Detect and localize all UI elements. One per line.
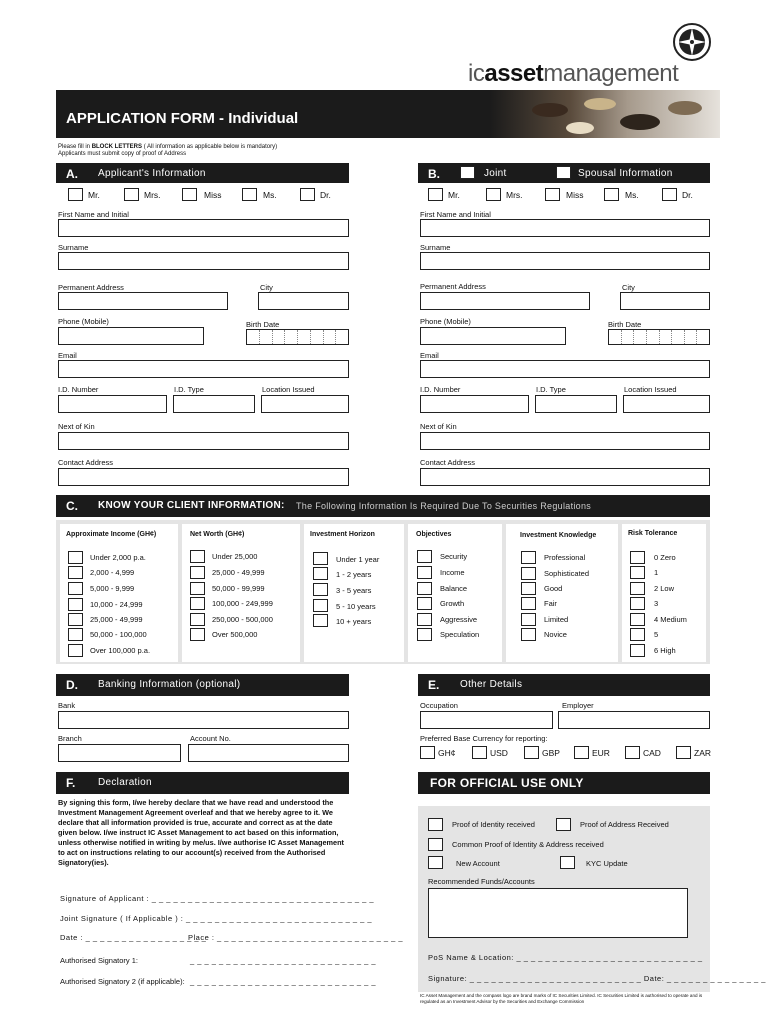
official-use-bar: FOR OFFICIAL USE ONLY xyxy=(418,772,710,794)
occupation-input[interactable] xyxy=(420,711,553,729)
b-next-of-kin-input[interactable] xyxy=(420,432,710,450)
bank-input[interactable] xyxy=(58,711,349,729)
b-phone-input[interactable] xyxy=(420,327,566,345)
kyc-networth-head: Net Worth (GH¢) xyxy=(190,531,245,538)
horizon-opt-3[interactable] xyxy=(313,583,328,596)
kyc-horizon-head: Investment Horizon xyxy=(310,531,375,538)
b-title-dr-checkbox[interactable] xyxy=(662,188,677,201)
income-opt-5[interactable] xyxy=(68,613,83,626)
b-location-input[interactable] xyxy=(623,395,710,413)
objective-opt-2[interactable] xyxy=(417,566,432,579)
objective-opt-1[interactable] xyxy=(417,550,432,563)
a-birth-date-input[interactable] xyxy=(246,329,349,345)
a-id-number-input[interactable] xyxy=(58,395,167,413)
form-title: APPLICATION FORM - Individual xyxy=(66,110,299,127)
knowledge-opt-1[interactable] xyxy=(521,551,536,564)
b-contact-address-input[interactable] xyxy=(420,468,710,486)
objective-opt-4[interactable] xyxy=(417,597,432,610)
applicant-signature-line[interactable]: Signature of Applicant : _ _ _ _ _ _ _ _ _ _ _ _ _ _ _ _ _ _ _ _ _ _ _ _ _ _ _ _ _ _ _ xyxy=(60,894,375,903)
currency-zar-checkbox[interactable] xyxy=(676,746,691,759)
kyc-objectives-head: Objectives xyxy=(416,531,452,538)
place-line[interactable]: Place : _ _ _ _ _ _ _ _ _ _ _ _ _ _ _ _ _ _ _ _ _ _ _ _ _ _ xyxy=(188,933,404,942)
income-opt-3[interactable] xyxy=(68,582,83,595)
objective-opt-5[interactable] xyxy=(417,613,432,626)
section-f-bar: F. Declaration xyxy=(56,772,349,794)
knowledge-opt-5[interactable] xyxy=(521,613,536,626)
knowledge-opt-4[interactable] xyxy=(521,597,536,610)
a-city-input[interactable] xyxy=(258,292,349,310)
a-title-ms-checkbox[interactable] xyxy=(242,188,257,201)
a-title-dr-checkbox[interactable] xyxy=(300,188,315,201)
b-title-mrs-checkbox[interactable] xyxy=(486,188,501,201)
currency-gbp-checkbox[interactable] xyxy=(524,746,539,759)
kyc-update-checkbox[interactable] xyxy=(560,856,575,869)
account-no-input[interactable] xyxy=(188,744,349,762)
income-opt-2[interactable] xyxy=(68,566,83,579)
objective-opt-6[interactable] xyxy=(417,628,432,641)
horizon-opt-4[interactable] xyxy=(313,599,328,612)
a-title-mr-checkbox[interactable] xyxy=(68,188,83,201)
horizon-opt-2[interactable] xyxy=(313,567,328,580)
knowledge-opt-3[interactable] xyxy=(521,582,536,595)
section-e-bar: E. Other Details xyxy=(418,674,710,696)
section-c-bar: C. KNOW YOUR CLIENT INFORMATION: The Following Information Is Required Due To Securities Regulations xyxy=(56,495,710,517)
b-title-miss-checkbox[interactable] xyxy=(545,188,560,201)
a-next-of-kin-input[interactable] xyxy=(58,432,349,450)
b-title-ms-checkbox[interactable] xyxy=(604,188,619,201)
auth-signatory-1-line[interactable]: _ _ _ _ _ _ _ _ _ _ _ _ _ _ _ _ _ _ _ _ _ _ _ _ _ _ xyxy=(190,956,377,965)
section-b-bar: B. Joint Spousal Information xyxy=(418,163,710,183)
risk-opt-2[interactable] xyxy=(630,582,645,595)
employer-input[interactable] xyxy=(558,711,710,729)
currency-usd-checkbox[interactable] xyxy=(472,746,487,759)
declaration-text: By signing this form, I/we hereby declare that we have read and understood the Investment Management Agreement overleaf and that we hereby agree to it. We declare that all information provided is true, accurate and correct as at the date given below. I/we instruct IC Asset Management to act based on this information, unless otherwise notified in writing by me/us. I/we authorise IC Asset Management to act on instructions relating to our account(s) received from the Authorised Signatory(ies). xyxy=(58,798,344,867)
risk-opt-1[interactable] xyxy=(630,566,645,579)
b-email-input[interactable] xyxy=(420,360,710,378)
risk-opt-3[interactable] xyxy=(630,597,645,610)
brand-wordmark: icassetmanagement xyxy=(468,60,679,87)
networth-opt-3[interactable] xyxy=(190,582,205,595)
objective-opt-3[interactable] xyxy=(417,582,432,595)
b-address-input[interactable] xyxy=(420,292,590,310)
a-first-name-input[interactable] xyxy=(58,219,349,237)
date-line[interactable]: Date : _ _ _ _ _ _ _ _ _ _ _ _ _ _ _ _ _ xyxy=(60,933,207,942)
b-id-number-input[interactable] xyxy=(420,395,529,413)
footer-note: IC Asset Management and the compass logo are brand marks of IC Securities Limited. IC Securities Limited is authorised to operate and is regulated as an Investment Advisor by the Securities and Exchange Commission xyxy=(420,993,703,1004)
auth-signatory-2-line[interactable]: _ _ _ _ _ _ _ _ _ _ _ _ _ _ _ _ _ _ _ _ _ _ _ _ _ _ xyxy=(190,977,377,986)
networth-opt-6[interactable] xyxy=(190,628,205,641)
income-opt-4[interactable] xyxy=(68,598,83,611)
a-contact-address-input[interactable] xyxy=(58,468,349,486)
pos-name-line[interactable]: PoS Name & Location: _ _ _ _ _ _ _ _ _ _ _ _ _ _ _ _ _ _ _ _ _ _ _ _ _ _ xyxy=(428,953,703,962)
a-surname-input[interactable] xyxy=(58,252,349,270)
recommended-funds-input[interactable] xyxy=(428,888,688,938)
risk-opt-0[interactable] xyxy=(630,551,645,564)
official-signature-line[interactable]: Signature: _ _ _ _ _ _ _ _ _ _ _ _ _ _ _ _ _ _ _ _ _ _ _ _ Date: _ _ _ _ _ _ _ _ _ _ _ _ _ _ xyxy=(428,974,766,983)
b-surname-input[interactable] xyxy=(420,252,710,270)
networth-opt-1[interactable] xyxy=(190,550,205,563)
a-location-input[interactable] xyxy=(261,395,349,413)
joint-checkbox[interactable] xyxy=(460,166,475,179)
kyc-risk-head: Risk Tolerance xyxy=(628,530,678,537)
auth-signatory-2-label: Authorised Signatory 2 (if applicable): xyxy=(60,977,185,986)
networth-opt-4[interactable] xyxy=(190,597,205,610)
a-title-miss-checkbox[interactable] xyxy=(182,188,197,201)
a-email-input[interactable] xyxy=(58,360,349,378)
joint-signature-line[interactable]: Joint Signature ( If Applicable ) : _ _ _ _ _ _ _ _ _ _ _ _ _ _ _ _ _ _ _ _ _ _ _ _ _ _ xyxy=(60,914,373,923)
b-birth-date-input[interactable] xyxy=(608,329,710,345)
horizon-opt-1[interactable] xyxy=(313,552,328,565)
compass-logo-icon xyxy=(672,22,712,62)
kyc-income-head: Approximate Income (GH¢) xyxy=(66,531,157,538)
risk-opt-5[interactable] xyxy=(630,628,645,641)
b-first-name-input[interactable] xyxy=(420,219,710,237)
income-opt-1[interactable] xyxy=(68,551,83,564)
currency-cad-checkbox[interactable] xyxy=(625,746,640,759)
currency-eur-checkbox[interactable] xyxy=(574,746,589,759)
common-proof-checkbox[interactable] xyxy=(428,838,443,851)
income-opt-6[interactable] xyxy=(68,628,83,641)
knowledge-opt-2[interactable] xyxy=(521,567,536,580)
knowledge-opt-6[interactable] xyxy=(521,628,536,641)
risk-opt-4[interactable] xyxy=(630,613,645,626)
b-id-type-input[interactable] xyxy=(535,395,617,413)
a-address-input[interactable] xyxy=(58,292,228,310)
branch-input[interactable] xyxy=(58,744,181,762)
risk-opt-6[interactable] xyxy=(630,644,645,657)
income-opt-7[interactable] xyxy=(68,644,83,657)
a-id-type-input[interactable] xyxy=(173,395,255,413)
spousal-checkbox[interactable] xyxy=(556,166,571,179)
currency-ghc-checkbox[interactable] xyxy=(420,746,435,759)
auth-signatory-1-label: Authorised Signatory 1: xyxy=(60,956,138,965)
header-photo xyxy=(490,90,720,138)
section-d-bar: D. Banking Information (optional) xyxy=(56,674,349,696)
a-title-mrs-checkbox[interactable] xyxy=(124,188,139,201)
horizon-opt-5[interactable] xyxy=(313,614,328,627)
proof-address-checkbox[interactable] xyxy=(556,818,571,831)
a-phone-input[interactable] xyxy=(58,327,204,345)
networth-opt-2[interactable] xyxy=(190,566,205,579)
form-instructions: Please fill in BLOCK LETTERS ( All information as applicable below is mandatory) Applicants must submit copy of proof of Address xyxy=(58,144,278,157)
b-city-input[interactable] xyxy=(620,292,710,310)
networth-opt-5[interactable] xyxy=(190,613,205,626)
new-account-checkbox[interactable] xyxy=(428,856,443,869)
kyc-knowledge-head: Investment Knowledge xyxy=(520,532,597,539)
section-a-bar: A. Applicant's Information xyxy=(56,163,349,183)
proof-identity-checkbox[interactable] xyxy=(428,818,443,831)
b-title-mr-checkbox[interactable] xyxy=(428,188,443,201)
